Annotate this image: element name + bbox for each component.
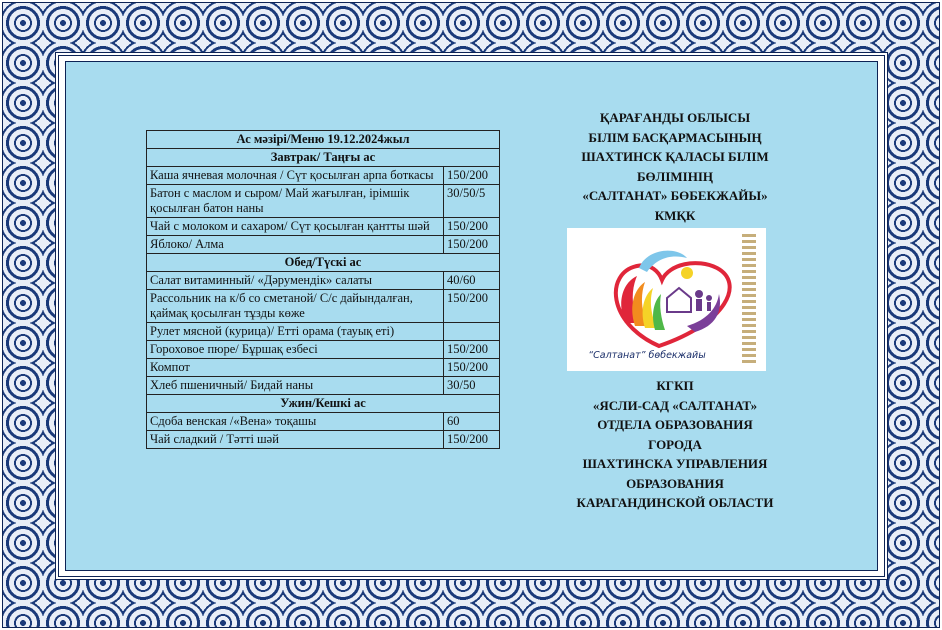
parent-figure-body: [696, 299, 702, 311]
org-ru-line: КГКП: [656, 378, 694, 393]
section-heading-lunch: Обед/Түскі ас: [147, 254, 500, 272]
table-row: [147, 272, 500, 290]
menu-table: [146, 130, 500, 449]
org-kz-line: КМҚК: [654, 207, 696, 223]
org-kz-line: БӨЛІМІНІҢ: [636, 168, 714, 184]
rainbow-green: [653, 294, 665, 330]
dish-portion: 30/50/5: [444, 185, 500, 218]
table-row: [147, 341, 500, 359]
dish-name: Чай с молоком и сахаром/ Сүт қосылған қантты шәй: [147, 218, 444, 236]
section-heading-breakfast: Завтрак/ Таңғы ас: [147, 149, 500, 167]
ornament-strip: [742, 234, 756, 364]
dish-name: Компот: [147, 359, 444, 377]
kindergarten-logo: [567, 228, 766, 371]
dish-name: Рассольник на к/б со сметаной/ С/с дайындалған, қаймақ қосылған тұзды көже: [147, 290, 444, 323]
org-ru-line: ГОРОДА: [648, 436, 702, 452]
house-icon: [667, 288, 691, 312]
table-row: [147, 323, 500, 341]
table-row: [147, 167, 500, 185]
dish-name: Хлеб пшеничный/ Бидай наны: [147, 377, 444, 395]
dish-name: Батон с маслом и сыром/ Май жағылған, ірімшік қосылған батон наны: [147, 185, 444, 218]
dish-name: Каша ячневая молочная / Сүт қосылған арпа боткасы: [147, 167, 444, 185]
dish-name: Яблоко/ Алма: [147, 236, 444, 254]
organization-name-ru: [540, 376, 810, 513]
table-row: [147, 431, 500, 449]
dish-portion: 150/200: [444, 359, 500, 377]
table-row: [147, 359, 500, 377]
sun-icon: [681, 267, 693, 279]
child-figure-body: [707, 302, 711, 311]
table-row: [147, 218, 500, 236]
logo-caption: “Салтанат” бөбекжайы: [588, 350, 706, 361]
rainbow-blue: [639, 251, 687, 272]
section-heading-dinner: Ужин/Кешкі ас: [147, 395, 500, 413]
table-row: [147, 377, 500, 395]
dish-name: Салат витаминный/ «Дәрумендік» салаты: [147, 272, 444, 290]
org-ru-line: КАРАГАНДИНСКОЙ ОБЛАСТИ: [576, 495, 774, 510]
org-ru-line: ШАХТИНСКА УПРАВЛЕНИЯ: [582, 456, 768, 471]
dish-name: Чай сладкий / Тәтті шәй: [147, 431, 444, 449]
org-kz-line: ҚАРАҒАНДЫ ОБЛЫСЫ: [599, 110, 751, 125]
table-row: [147, 236, 500, 254]
dish-portion: 150/200: [444, 218, 500, 236]
menu-title: Ас мәзірі/Меню 19.12.2024жыл: [147, 131, 500, 149]
org-kz-line: ШАХТИНСК ҚАЛАСЫ БІЛІМ: [581, 149, 769, 164]
table-row: [147, 413, 500, 431]
dish-portion: 150/200: [444, 431, 500, 449]
dish-name: Рулет мясной (курица)/ Етті орама (тауық еті): [147, 323, 444, 341]
dish-portion: [444, 323, 500, 341]
org-kz-line: «САЛТАНАТ» БӨБЕКЖАЙЫ»: [582, 188, 768, 203]
org-ru-line: ОБРАЗОВАНИЯ: [626, 475, 724, 491]
dish-name: Гороховое пюре/ Бұршақ езбесі: [147, 341, 444, 359]
parent-figure-icon: [695, 290, 703, 298]
table-row: [147, 290, 500, 323]
dish-portion: 40/60: [444, 272, 500, 290]
dish-portion: 150/200: [444, 167, 500, 185]
org-kz-line: БІЛІМ БАСҚАРМАСЫНЫҢ: [588, 129, 762, 145]
table-row: [147, 185, 500, 218]
org-ru-line: ОТДЕЛА ОБРАЗОВАНИЯ: [597, 417, 753, 432]
dish-portion: 30/50: [444, 377, 500, 395]
org-ru-line: «ЯСЛИ-САД «САЛТАНАТ»: [592, 397, 758, 413]
dish-portion: 150/200: [444, 236, 500, 254]
dish-portion: 150/200: [444, 290, 500, 323]
organization-name-kz: [540, 108, 810, 225]
child-figure-icon: [706, 295, 712, 301]
dish-name: Сдоба венская /«Вена» тоқашы: [147, 413, 444, 431]
dish-portion: 60: [444, 413, 500, 431]
dish-portion: 150/200: [444, 341, 500, 359]
